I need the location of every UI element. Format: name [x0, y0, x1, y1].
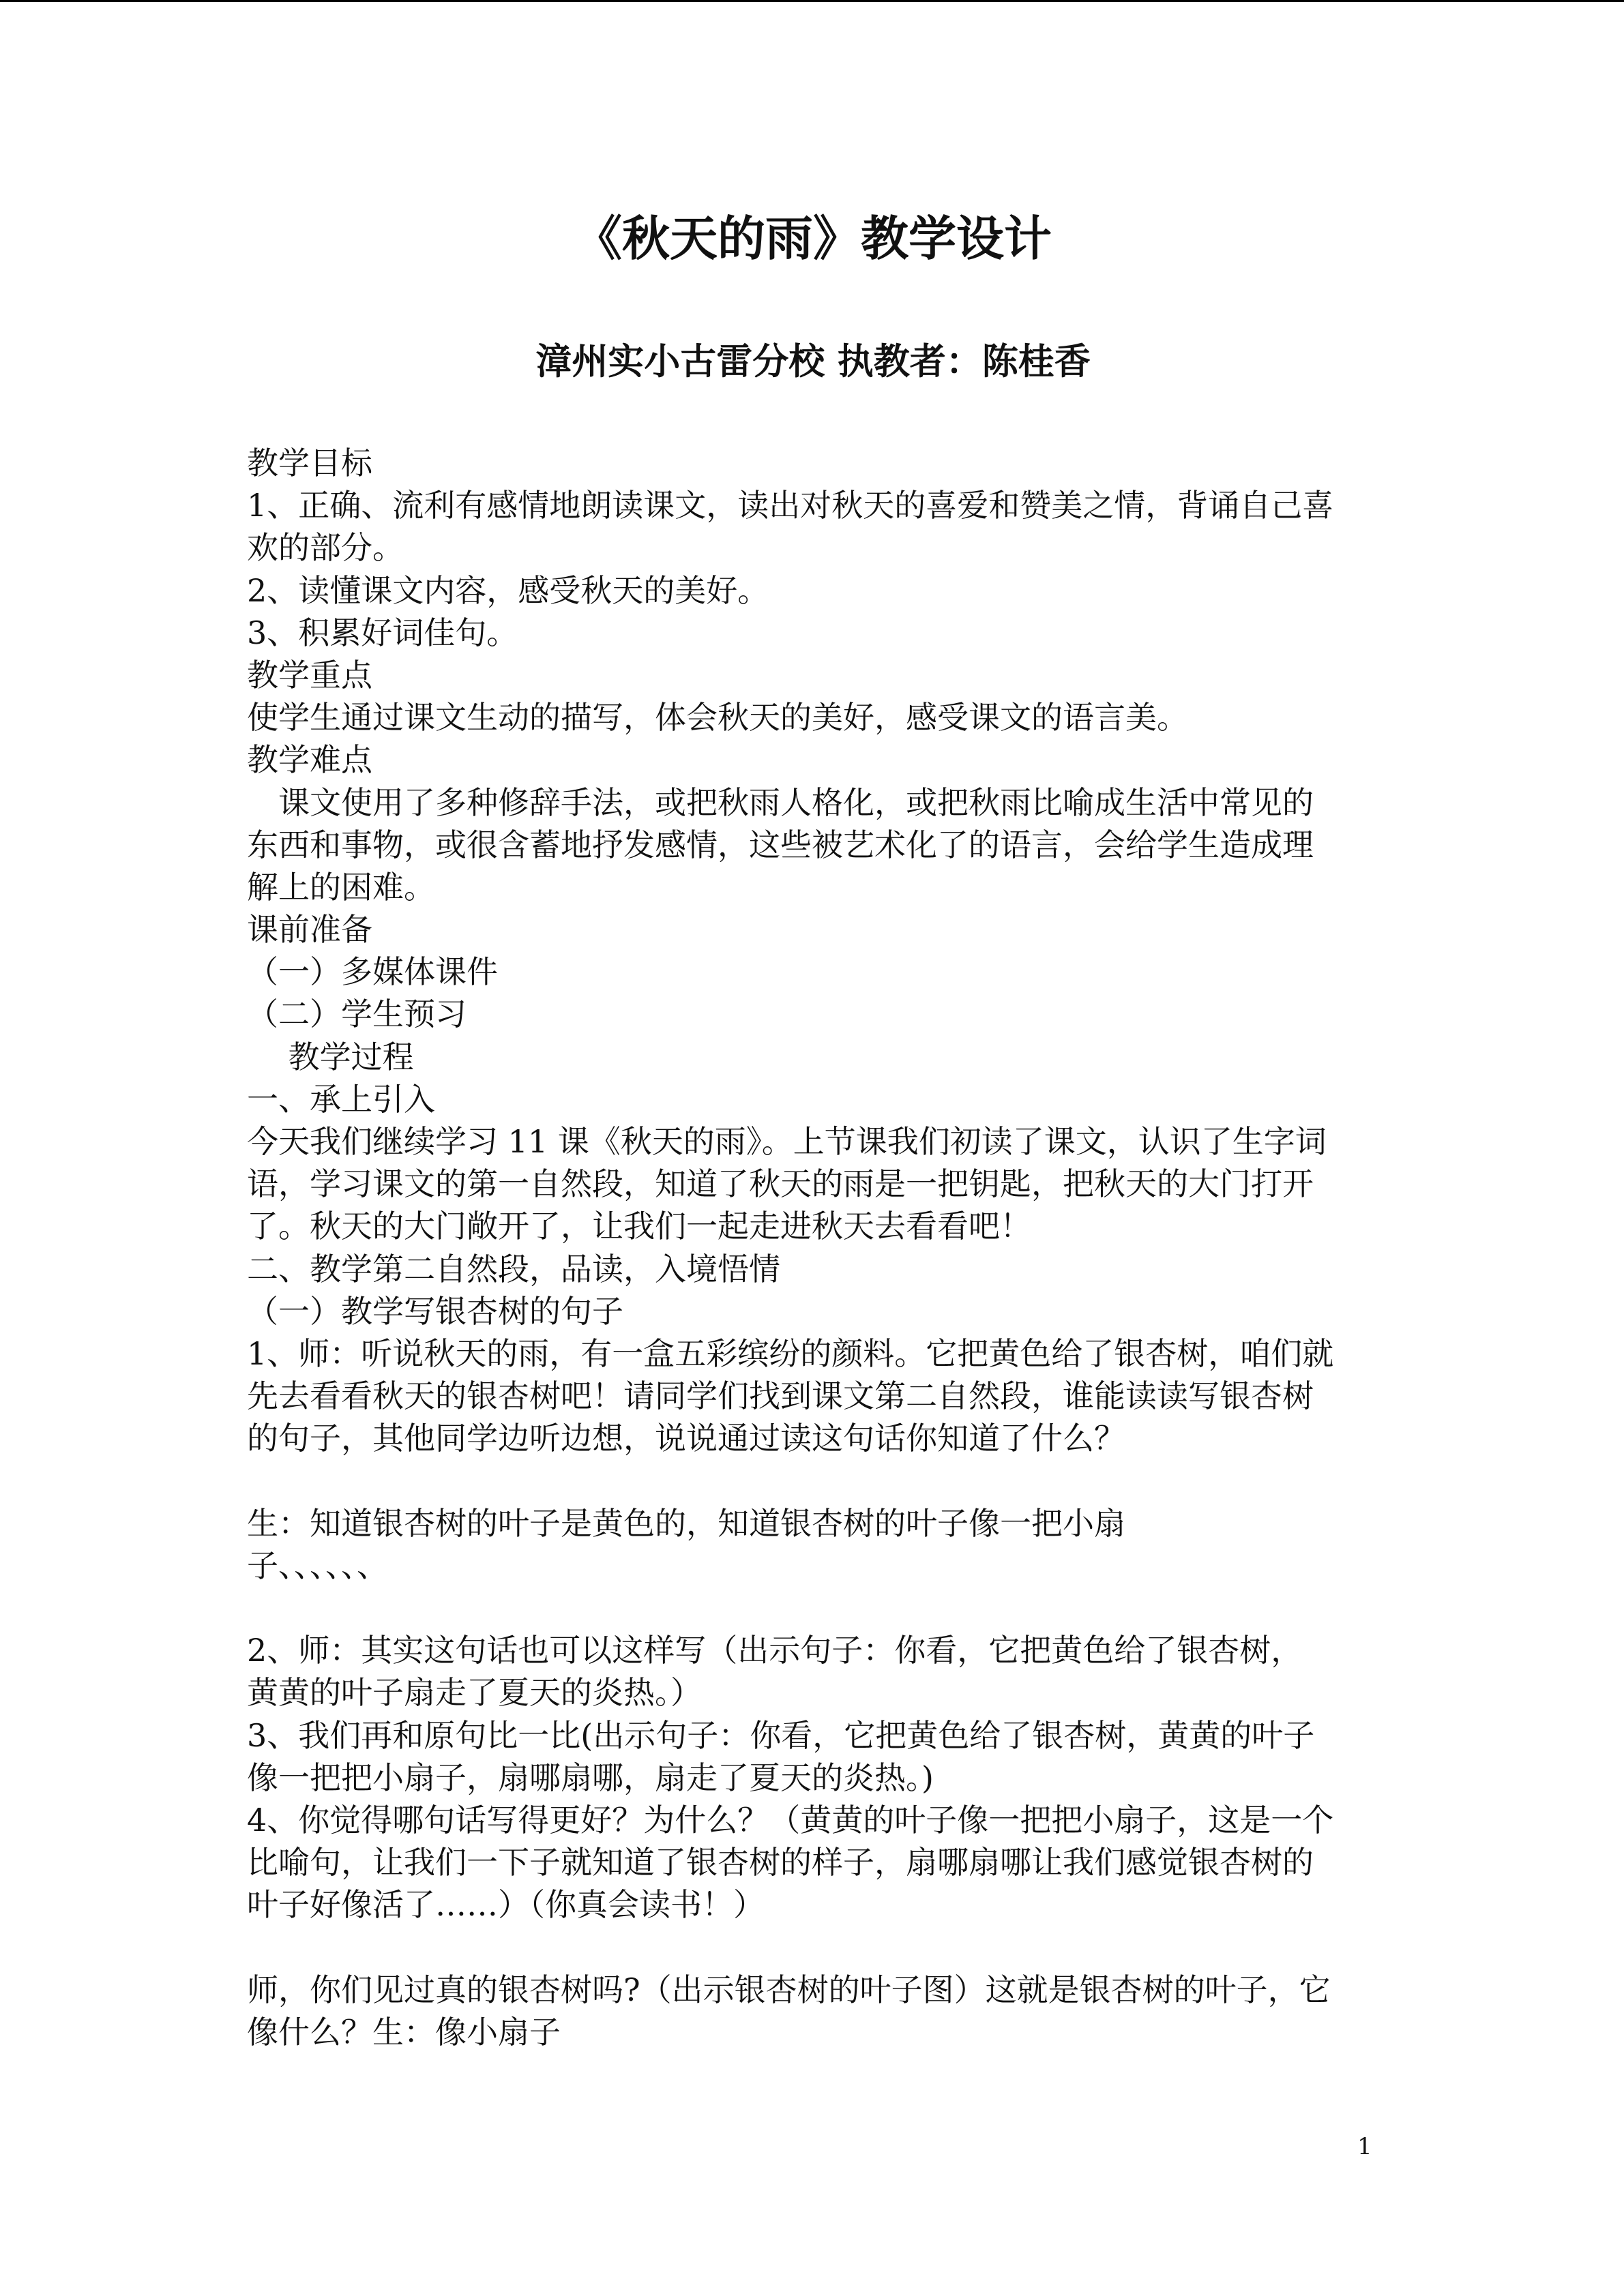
text-line: 教学重点 [247, 656, 372, 694]
document-subtitle: 漳州实小古雷分校 执教者：陈桂香 [535, 340, 1091, 383]
text-line: 比喻句，让我们一下子就知道了银杏树的样子，扇哪扇哪让我们感觉银杏树的 [247, 1844, 1314, 1881]
text-line: 先去看看秋天的银杏树吧！请同学们找到课文第二自然段，谁能读读写银杏树 [247, 1377, 1314, 1415]
text-line: 2、读懂课文内容，感受秋天的美好。 [247, 571, 769, 609]
text-line: 4、你觉得哪句话写得更好？为什么？（黄黄的叶子像一把把小扇子，这是一个 [247, 1802, 1334, 1838]
text-line: 教学过程 [247, 1038, 414, 1075]
text-line: 3、积累好词佳句。 [247, 614, 518, 651]
text-line: （一）多媒体课件 [247, 953, 498, 991]
text-line: 使学生通过课文生动的描写，体会秋天的美好，感受课文的语言美。 [247, 699, 1188, 736]
blank-line [247, 1587, 1379, 1629]
text-line: 课文使用了多种修辞手法，或把秋雨人格化，或把秋雨比喻成生活中常见的 [247, 784, 1314, 821]
text-line: 东西和事物，或很含蓄地抒发感情，这些被艺术化了的语言，会给学生造成理 [247, 826, 1314, 863]
text-line: （一）教学写银杏树的句子 [247, 1292, 623, 1330]
text-line: 欢的部分。 [247, 529, 404, 567]
text-line: 教学目标 [247, 445, 372, 481]
document-body [247, 442, 1379, 2053]
document-title: 《秋天的雨》教学设计 [574, 210, 1052, 267]
text-line: （二）学生预习 [247, 996, 467, 1033]
text-line: 叶子好像活了……）（你真会读书！） [247, 1886, 765, 1924]
text-line: 3、我们再和原句比一比(出示句子：你看，它把黄色给了银杏树，黄黄的叶子 [247, 1716, 1315, 1754]
text-line: 的句子，其他同学边听边想，说说通过读这句话你知道了什么？ [247, 1420, 1125, 1457]
text-line: 黄黄的叶子扇走了夏天的炎热。） [247, 1674, 702, 1712]
text-line: 子、、、、、、 [247, 1547, 388, 1584]
text-line: 课前准备 [247, 911, 372, 949]
text-line: 二、教学第二自然段，品读，入境悟情 [247, 1250, 780, 1287]
text-line: 生：知道银杏树的叶子是黄色的，知道银杏树的叶子像一把小扇 [247, 1504, 1125, 1542]
top-border-line [0, 0, 1624, 2]
text-line: 教学难点 [247, 741, 372, 779]
text-line: 2、师：其实这句话也可以这样写（出示句子：你看，它把黄色给了银杏树， [247, 1632, 1303, 1669]
text-line: 1、正确、流利有感情地朗读课文，读出对秋天的喜爱和赞美之情，背诵自己喜 [247, 487, 1334, 524]
text-line: 像什么？生：像小扇子 [247, 2013, 561, 2051]
blank-line [247, 1460, 1379, 1502]
text-line: 了。秋天的大门敞开了，让我们一起走进秋天去看看吧！ [247, 1208, 1031, 1245]
text-line: 像一把把小扇子，扇哪扇哪，扇走了夏天的炎热。) [247, 1759, 934, 1796]
text-line: 解上的困难。 [247, 868, 435, 906]
blank-line [247, 1926, 1379, 1969]
text-line: 今天我们继续学习 11 课《秋天的雨》。上节课我们初读了课文，认识了生字词 [247, 1123, 1327, 1160]
text-line: 师，你们见过真的银杏树吗?（出示银杏树的叶子图）这就是银杏树的叶子，它 [247, 1971, 1331, 2008]
page-number: 1 [1357, 2133, 1372, 2160]
text-line: 1、师：听说秋天的雨，有一盒五彩缤纷的颜料。它把黄色给了银杏树，咱们就 [247, 1335, 1334, 1372]
text-line: 一、承上引入 [247, 1080, 435, 1118]
text-line: 语，学习课文的第一自然段，知道了秋天的雨是一把钥匙，把秋天的大门打开 [247, 1165, 1314, 1203]
